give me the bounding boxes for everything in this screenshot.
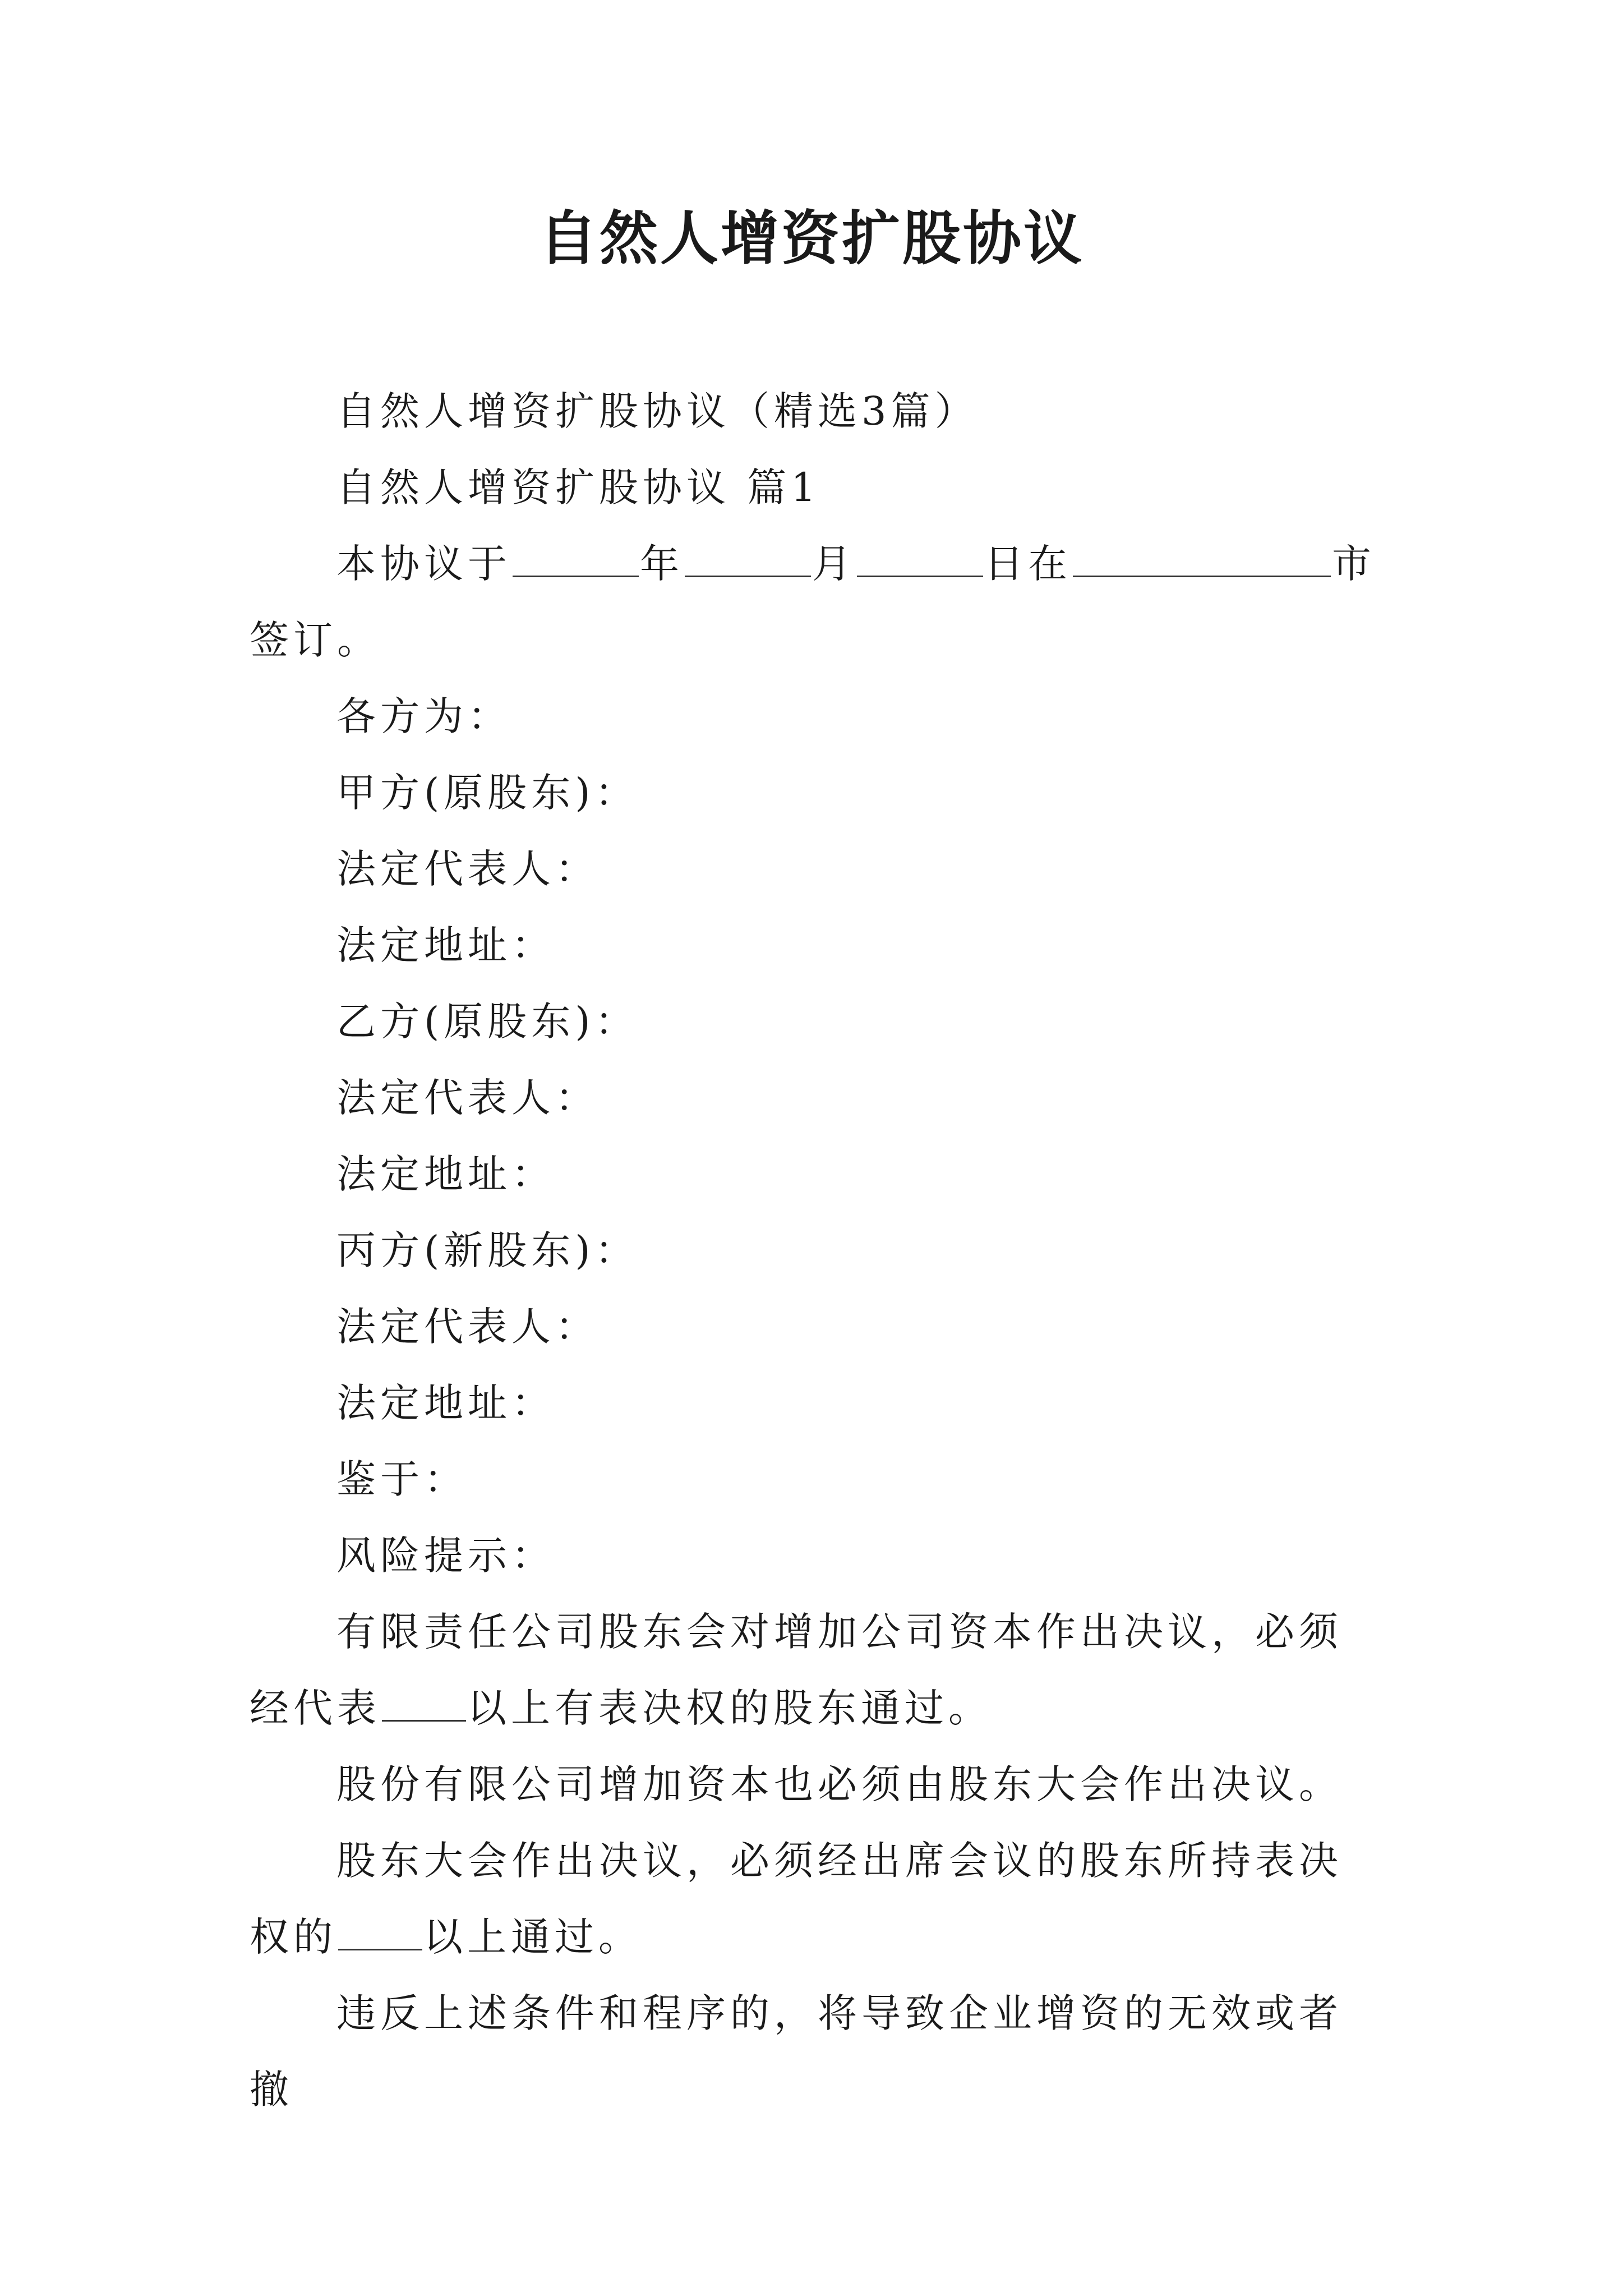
risk-p1-start: 有限责任公司股东会对增加公司资本作出决议，必须经代表 bbox=[250, 1609, 1343, 1731]
party-a-addr-line: 法定地址： bbox=[336, 922, 555, 968]
party-c-line: 丙方(新股东)： bbox=[336, 1227, 639, 1273]
vote-share-blank bbox=[382, 1684, 466, 1722]
party-b-rep-line: 法定代表人： bbox=[336, 1075, 599, 1121]
risk-p1-end: 以上有表决权的股东通过。 bbox=[467, 1685, 992, 1731]
risk-paragraph-4: 违反上述条件和程序的，将导致企业增资的无效或者撤 bbox=[250, 1990, 1343, 2113]
document-title: 自然人增资扩股协议 bbox=[538, 204, 1084, 273]
signing-paragraph bbox=[250, 526, 1380, 678]
party-a-line: 甲方(原股东)： bbox=[336, 770, 639, 816]
risk-title: 风险提示： bbox=[336, 1533, 555, 1579]
attending-share-blank bbox=[338, 1913, 422, 1950]
risk-p3-end: 以上通过。 bbox=[423, 1914, 642, 1960]
whereas-line: 鉴于： bbox=[336, 1456, 468, 1502]
parties-intro: 各方为： bbox=[336, 693, 511, 739]
party-c-rep-line: 法定代表人： bbox=[336, 1304, 599, 1350]
day-label: 日在 bbox=[984, 541, 1072, 587]
document-body bbox=[250, 373, 1380, 2128]
risk-paragraph-1 bbox=[250, 1594, 1380, 1746]
city-label: 市 bbox=[1332, 541, 1376, 587]
risk-p3-start: 股东大会作出决议，必须经出席会议的股东所持表决权的 bbox=[250, 1838, 1343, 1960]
party-b-addr-line: 法定地址： bbox=[336, 1151, 555, 1197]
day-blank bbox=[857, 540, 983, 577]
year-blank bbox=[513, 540, 639, 577]
party-a-rep-line: 法定代表人： bbox=[336, 846, 599, 892]
year-label: 年 bbox=[640, 541, 684, 587]
section-heading: 自然人增资扩股协议 篇1 bbox=[336, 464, 820, 510]
city-blank bbox=[1073, 540, 1331, 577]
month-blank bbox=[685, 540, 811, 577]
signing-suffix: 签订。 bbox=[250, 617, 381, 663]
risk-paragraph-3 bbox=[250, 1823, 1380, 1975]
signing-prefix: 本协议于 bbox=[336, 541, 511, 587]
party-b-line: 乙方(原股东)： bbox=[336, 999, 639, 1045]
month-label: 月 bbox=[812, 541, 856, 587]
party-c-addr-line: 法定地址： bbox=[336, 1380, 555, 1426]
risk-paragraph-2: 股份有限公司增加资本也必须由股东大会作出决议。 bbox=[336, 1761, 1343, 1807]
subtitle-line: 自然人增资扩股协议（精选3篇） bbox=[336, 388, 979, 434]
